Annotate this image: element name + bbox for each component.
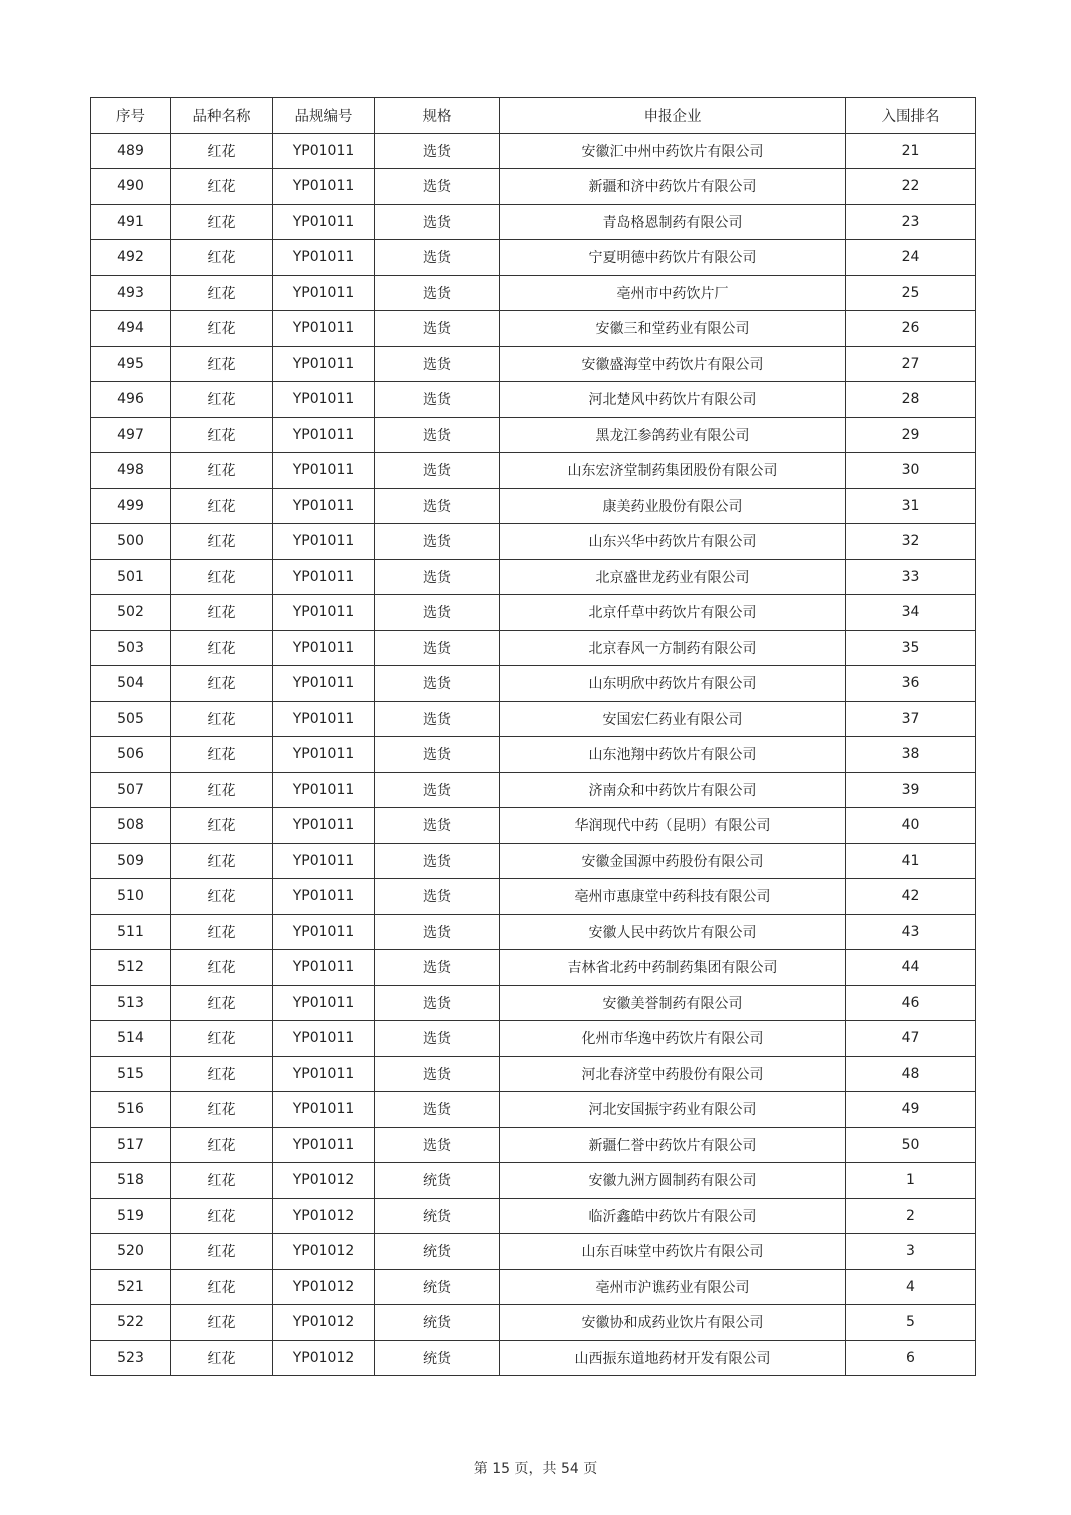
cell-applicant-company: 河北春济堂中药股份有限公司 bbox=[500, 1056, 846, 1092]
cell-applicant-company: 北京春风一方制药有限公司 bbox=[500, 630, 846, 666]
cell-ranking: 46 bbox=[846, 985, 976, 1021]
cell-serial-number: 495 bbox=[91, 346, 171, 382]
cell-serial-number: 489 bbox=[91, 133, 171, 169]
cell-applicant-company: 北京盛世龙药业有限公司 bbox=[500, 559, 846, 595]
cell-specification: 选货 bbox=[375, 595, 500, 631]
cell-applicant-company: 吉林省北药中药制药集团有限公司 bbox=[500, 950, 846, 986]
cell-serial-number: 510 bbox=[91, 879, 171, 915]
cell-applicant-company: 新疆仁誉中药饮片有限公司 bbox=[500, 1127, 846, 1163]
table-row bbox=[91, 950, 976, 986]
cell-spec-code: YP01011 bbox=[273, 524, 375, 560]
cell-serial-number: 511 bbox=[91, 914, 171, 950]
cell-applicant-company: 临沂鑫皓中药饮片有限公司 bbox=[500, 1198, 846, 1234]
cell-ranking: 48 bbox=[846, 1056, 976, 1092]
cell-specification: 统货 bbox=[375, 1234, 500, 1270]
cell-variety-name: 红花 bbox=[171, 1092, 273, 1128]
cell-applicant-company: 山东百味堂中药饮片有限公司 bbox=[500, 1234, 846, 1270]
table-row bbox=[91, 1269, 976, 1305]
table-row bbox=[91, 1340, 976, 1376]
cell-applicant-company: 亳州市中药饮片厂 bbox=[500, 275, 846, 311]
cell-applicant-company: 山东明欣中药饮片有限公司 bbox=[500, 666, 846, 702]
cell-spec-code: YP01011 bbox=[273, 1127, 375, 1163]
cell-spec-code: YP01011 bbox=[273, 559, 375, 595]
cell-serial-number: 518 bbox=[91, 1163, 171, 1199]
table-row bbox=[91, 595, 976, 631]
cell-applicant-company: 安徽九洲方圆制药有限公司 bbox=[500, 1163, 846, 1199]
cell-variety-name: 红花 bbox=[171, 879, 273, 915]
cell-applicant-company: 康美药业股份有限公司 bbox=[500, 488, 846, 524]
table-row bbox=[91, 1163, 976, 1199]
cell-variety-name: 红花 bbox=[171, 417, 273, 453]
cell-spec-code: YP01012 bbox=[273, 1234, 375, 1270]
cell-variety-name: 红花 bbox=[171, 204, 273, 240]
cell-variety-name: 红花 bbox=[171, 169, 273, 205]
table-row bbox=[91, 1198, 976, 1234]
cell-spec-code: YP01011 bbox=[273, 1092, 375, 1128]
table-row bbox=[91, 240, 976, 276]
cell-applicant-company: 宁夏明德中药饮片有限公司 bbox=[500, 240, 846, 276]
cell-specification: 选货 bbox=[375, 1127, 500, 1163]
cell-variety-name: 红花 bbox=[171, 737, 273, 773]
cell-serial-number: 501 bbox=[91, 559, 171, 595]
cell-applicant-company: 安徽人民中药饮片有限公司 bbox=[500, 914, 846, 950]
cell-specification: 选货 bbox=[375, 950, 500, 986]
cell-serial-number: 493 bbox=[91, 275, 171, 311]
cell-serial-number: 498 bbox=[91, 453, 171, 489]
cell-spec-code: YP01011 bbox=[273, 1056, 375, 1092]
table-row bbox=[91, 1305, 976, 1341]
cell-ranking: 29 bbox=[846, 417, 976, 453]
table-row bbox=[91, 808, 976, 844]
cell-applicant-company: 安国宏仁药业有限公司 bbox=[500, 701, 846, 737]
cell-specification: 选货 bbox=[375, 453, 500, 489]
cell-ranking: 21 bbox=[846, 133, 976, 169]
cell-variety-name: 红花 bbox=[171, 808, 273, 844]
cell-serial-number: 513 bbox=[91, 985, 171, 1021]
cell-serial-number: 497 bbox=[91, 417, 171, 453]
cell-spec-code: YP01011 bbox=[273, 453, 375, 489]
cell-serial-number: 522 bbox=[91, 1305, 171, 1341]
cell-ranking: 30 bbox=[846, 453, 976, 489]
cell-variety-name: 红花 bbox=[171, 595, 273, 631]
cell-serial-number: 516 bbox=[91, 1092, 171, 1128]
cell-ranking: 35 bbox=[846, 630, 976, 666]
table-row bbox=[91, 666, 976, 702]
cell-variety-name: 红花 bbox=[171, 701, 273, 737]
cell-applicant-company: 山东池翔中药饮片有限公司 bbox=[500, 737, 846, 773]
cell-specification: 选货 bbox=[375, 737, 500, 773]
cell-variety-name: 红花 bbox=[171, 240, 273, 276]
cell-spec-code: YP01011 bbox=[273, 879, 375, 915]
cell-ranking: 5 bbox=[846, 1305, 976, 1341]
cell-serial-number: 503 bbox=[91, 630, 171, 666]
cell-ranking: 44 bbox=[846, 950, 976, 986]
cell-specification: 选货 bbox=[375, 879, 500, 915]
cell-applicant-company: 山西振东道地药材开发有限公司 bbox=[500, 1340, 846, 1376]
cell-variety-name: 红花 bbox=[171, 453, 273, 489]
table-row bbox=[91, 843, 976, 879]
cell-variety-name: 红花 bbox=[171, 1234, 273, 1270]
table-row bbox=[91, 701, 976, 737]
cell-serial-number: 520 bbox=[91, 1234, 171, 1270]
cell-spec-code: YP01011 bbox=[273, 701, 375, 737]
cell-serial-number: 499 bbox=[91, 488, 171, 524]
header-variety-name: 品种名称 bbox=[171, 98, 273, 134]
cell-applicant-company: 安徽盛海堂中药饮片有限公司 bbox=[500, 346, 846, 382]
cell-specification: 统货 bbox=[375, 1198, 500, 1234]
table-row bbox=[91, 914, 976, 950]
cell-ranking: 38 bbox=[846, 737, 976, 773]
cell-ranking: 24 bbox=[846, 240, 976, 276]
cell-spec-code: YP01011 bbox=[273, 985, 375, 1021]
cell-applicant-company: 安徽协和成药业饮片有限公司 bbox=[500, 1305, 846, 1341]
cell-serial-number: 506 bbox=[91, 737, 171, 773]
cell-spec-code: YP01011 bbox=[273, 275, 375, 311]
cell-ranking: 31 bbox=[846, 488, 976, 524]
cell-variety-name: 红花 bbox=[171, 630, 273, 666]
cell-applicant-company: 亳州市惠康堂中药科技有限公司 bbox=[500, 879, 846, 915]
cell-applicant-company: 河北楚风中药饮片有限公司 bbox=[500, 382, 846, 418]
table-row bbox=[91, 524, 976, 560]
table-row bbox=[91, 630, 976, 666]
cell-variety-name: 红花 bbox=[171, 524, 273, 560]
cell-applicant-company: 青岛格恩制药有限公司 bbox=[500, 204, 846, 240]
cell-ranking: 25 bbox=[846, 275, 976, 311]
cell-variety-name: 红花 bbox=[171, 1127, 273, 1163]
cell-ranking: 37 bbox=[846, 701, 976, 737]
cell-spec-code: YP01011 bbox=[273, 346, 375, 382]
cell-specification: 统货 bbox=[375, 1305, 500, 1341]
cell-applicant-company: 化州市华逸中药饮片有限公司 bbox=[500, 1021, 846, 1057]
table-row bbox=[91, 1234, 976, 1270]
cell-spec-code: YP01011 bbox=[273, 737, 375, 773]
cell-ranking: 36 bbox=[846, 666, 976, 702]
cell-variety-name: 红花 bbox=[171, 985, 273, 1021]
cell-variety-name: 红花 bbox=[171, 1163, 273, 1199]
cell-applicant-company: 济南众和中药饮片有限公司 bbox=[500, 772, 846, 808]
cell-specification: 选货 bbox=[375, 985, 500, 1021]
cell-specification: 选货 bbox=[375, 346, 500, 382]
cell-spec-code: YP01012 bbox=[273, 1163, 375, 1199]
cell-specification: 选货 bbox=[375, 382, 500, 418]
cell-variety-name: 红花 bbox=[171, 488, 273, 524]
cell-applicant-company: 华润现代中药（昆明）有限公司 bbox=[500, 808, 846, 844]
cell-specification: 选货 bbox=[375, 772, 500, 808]
table-row bbox=[91, 1127, 976, 1163]
cell-variety-name: 红花 bbox=[171, 772, 273, 808]
cell-applicant-company: 山东宏济堂制药集团股份有限公司 bbox=[500, 453, 846, 489]
cell-specification: 选货 bbox=[375, 701, 500, 737]
cell-serial-number: 514 bbox=[91, 1021, 171, 1057]
cell-variety-name: 红花 bbox=[171, 1021, 273, 1057]
cell-variety-name: 红花 bbox=[171, 1305, 273, 1341]
cell-specification: 选货 bbox=[375, 630, 500, 666]
table-row bbox=[91, 382, 976, 418]
cell-specification: 统货 bbox=[375, 1269, 500, 1305]
cell-variety-name: 红花 bbox=[171, 1056, 273, 1092]
cell-specification: 统货 bbox=[375, 1340, 500, 1376]
header-spec-code: 品规编号 bbox=[273, 98, 375, 134]
cell-ranking: 43 bbox=[846, 914, 976, 950]
cell-ranking: 32 bbox=[846, 524, 976, 560]
cell-ranking: 2 bbox=[846, 1198, 976, 1234]
table-row bbox=[91, 275, 976, 311]
cell-specification: 选货 bbox=[375, 1092, 500, 1128]
cell-ranking: 6 bbox=[846, 1340, 976, 1376]
cell-specification: 选货 bbox=[375, 666, 500, 702]
cell-variety-name: 红花 bbox=[171, 914, 273, 950]
cell-variety-name: 红花 bbox=[171, 382, 273, 418]
cell-applicant-company: 安徽美誉制药有限公司 bbox=[500, 985, 846, 1021]
cell-serial-number: 500 bbox=[91, 524, 171, 560]
cell-serial-number: 509 bbox=[91, 843, 171, 879]
cell-specification: 选货 bbox=[375, 524, 500, 560]
cell-ranking: 23 bbox=[846, 204, 976, 240]
cell-specification: 选货 bbox=[375, 169, 500, 205]
cell-variety-name: 红花 bbox=[171, 275, 273, 311]
cell-ranking: 33 bbox=[846, 559, 976, 595]
cell-spec-code: YP01011 bbox=[273, 595, 375, 631]
table-row bbox=[91, 772, 976, 808]
cell-ranking: 41 bbox=[846, 843, 976, 879]
table-row bbox=[91, 1092, 976, 1128]
cell-applicant-company: 山东兴华中药饮片有限公司 bbox=[500, 524, 846, 560]
cell-spec-code: YP01011 bbox=[273, 950, 375, 986]
table-header-row bbox=[91, 98, 976, 134]
cell-serial-number: 521 bbox=[91, 1269, 171, 1305]
cell-spec-code: YP01011 bbox=[273, 630, 375, 666]
cell-spec-code: YP01011 bbox=[273, 843, 375, 879]
cell-ranking: 22 bbox=[846, 169, 976, 205]
cell-ranking: 1 bbox=[846, 1163, 976, 1199]
cell-specification: 选货 bbox=[375, 914, 500, 950]
cell-spec-code: YP01011 bbox=[273, 240, 375, 276]
cell-spec-code: YP01011 bbox=[273, 488, 375, 524]
cell-specification: 选货 bbox=[375, 1021, 500, 1057]
cell-serial-number: 512 bbox=[91, 950, 171, 986]
header-specification: 规格 bbox=[375, 98, 500, 134]
cell-spec-code: YP01011 bbox=[273, 133, 375, 169]
cell-serial-number: 505 bbox=[91, 701, 171, 737]
cell-ranking: 3 bbox=[846, 1234, 976, 1270]
cell-specification: 选货 bbox=[375, 311, 500, 347]
cell-spec-code: YP01011 bbox=[273, 808, 375, 844]
header-applicant-company: 申报企业 bbox=[500, 98, 846, 134]
table-row bbox=[91, 311, 976, 347]
cell-serial-number: 490 bbox=[91, 169, 171, 205]
cell-spec-code: YP01011 bbox=[273, 382, 375, 418]
cell-specification: 选货 bbox=[375, 843, 500, 879]
cell-ranking: 39 bbox=[846, 772, 976, 808]
cell-specification: 选货 bbox=[375, 488, 500, 524]
table-row bbox=[91, 169, 976, 205]
table-row bbox=[91, 417, 976, 453]
cell-variety-name: 红花 bbox=[171, 666, 273, 702]
cell-spec-code: YP01011 bbox=[273, 914, 375, 950]
cell-specification: 选货 bbox=[375, 133, 500, 169]
cell-specification: 选货 bbox=[375, 204, 500, 240]
cell-variety-name: 红花 bbox=[171, 311, 273, 347]
cell-spec-code: YP01011 bbox=[273, 169, 375, 205]
header-serial-number: 序号 bbox=[91, 98, 171, 134]
cell-specification: 选货 bbox=[375, 275, 500, 311]
cell-serial-number: 507 bbox=[91, 772, 171, 808]
cell-variety-name: 红花 bbox=[171, 843, 273, 879]
cell-ranking: 49 bbox=[846, 1092, 976, 1128]
table-row bbox=[91, 879, 976, 915]
cell-variety-name: 红花 bbox=[171, 1198, 273, 1234]
cell-spec-code: YP01011 bbox=[273, 204, 375, 240]
page-number-footer: 第 15 页，共 54 页 bbox=[473, 1461, 598, 1477]
cell-serial-number: 504 bbox=[91, 666, 171, 702]
table-row bbox=[91, 453, 976, 489]
cell-applicant-company: 安徽汇中州中药饮片有限公司 bbox=[500, 133, 846, 169]
cell-specification: 选货 bbox=[375, 808, 500, 844]
cell-serial-number: 496 bbox=[91, 382, 171, 418]
cell-variety-name: 红花 bbox=[171, 1269, 273, 1305]
cell-applicant-company: 黑龙江参鸽药业有限公司 bbox=[500, 417, 846, 453]
cell-spec-code: YP01012 bbox=[273, 1305, 375, 1341]
cell-spec-code: YP01011 bbox=[273, 417, 375, 453]
cell-variety-name: 红花 bbox=[171, 950, 273, 986]
cell-spec-code: YP01011 bbox=[273, 1021, 375, 1057]
table-row bbox=[91, 488, 976, 524]
cell-ranking: 40 bbox=[846, 808, 976, 844]
cell-specification: 选货 bbox=[375, 240, 500, 276]
cell-serial-number: 515 bbox=[91, 1056, 171, 1092]
cell-variety-name: 红花 bbox=[171, 133, 273, 169]
cell-variety-name: 红花 bbox=[171, 1340, 273, 1376]
cell-ranking: 28 bbox=[846, 382, 976, 418]
cell-ranking: 42 bbox=[846, 879, 976, 915]
cell-spec-code: YP01012 bbox=[273, 1340, 375, 1376]
table-row bbox=[91, 985, 976, 1021]
cell-serial-number: 517 bbox=[91, 1127, 171, 1163]
table-row bbox=[91, 737, 976, 773]
cell-ranking: 26 bbox=[846, 311, 976, 347]
table-row bbox=[91, 1021, 976, 1057]
cell-serial-number: 508 bbox=[91, 808, 171, 844]
cell-ranking: 4 bbox=[846, 1269, 976, 1305]
cell-specification: 选货 bbox=[375, 559, 500, 595]
cell-ranking: 34 bbox=[846, 595, 976, 631]
cell-spec-code: YP01012 bbox=[273, 1198, 375, 1234]
cell-serial-number: 492 bbox=[91, 240, 171, 276]
table-row bbox=[91, 346, 976, 382]
table-row bbox=[91, 133, 976, 169]
cell-variety-name: 红花 bbox=[171, 559, 273, 595]
cell-applicant-company: 亳州市沪谯药业有限公司 bbox=[500, 1269, 846, 1305]
cell-spec-code: YP01011 bbox=[273, 666, 375, 702]
table-row bbox=[91, 1056, 976, 1092]
cell-applicant-company: 安徽三和堂药业有限公司 bbox=[500, 311, 846, 347]
cell-specification: 统货 bbox=[375, 1163, 500, 1199]
cell-serial-number: 491 bbox=[91, 204, 171, 240]
cell-spec-code: YP01011 bbox=[273, 772, 375, 808]
cell-spec-code: YP01011 bbox=[273, 311, 375, 347]
table-row bbox=[91, 559, 976, 595]
bid-results-table bbox=[90, 97, 976, 1376]
cell-spec-code: YP01012 bbox=[273, 1269, 375, 1305]
cell-serial-number: 494 bbox=[91, 311, 171, 347]
cell-ranking: 50 bbox=[846, 1127, 976, 1163]
cell-applicant-company: 北京仟草中药饮片有限公司 bbox=[500, 595, 846, 631]
cell-specification: 选货 bbox=[375, 417, 500, 453]
table-row bbox=[91, 204, 976, 240]
cell-serial-number: 519 bbox=[91, 1198, 171, 1234]
cell-applicant-company: 安徽金国源中药股份有限公司 bbox=[500, 843, 846, 879]
cell-specification: 选货 bbox=[375, 1056, 500, 1092]
cell-applicant-company: 新疆和济中药饮片有限公司 bbox=[500, 169, 846, 205]
header-ranking: 入围排名 bbox=[846, 98, 976, 134]
cell-serial-number: 523 bbox=[91, 1340, 171, 1376]
cell-serial-number: 502 bbox=[91, 595, 171, 631]
cell-ranking: 27 bbox=[846, 346, 976, 382]
cell-variety-name: 红花 bbox=[171, 346, 273, 382]
cell-ranking: 47 bbox=[846, 1021, 976, 1057]
cell-applicant-company: 河北安国振宇药业有限公司 bbox=[500, 1092, 846, 1128]
